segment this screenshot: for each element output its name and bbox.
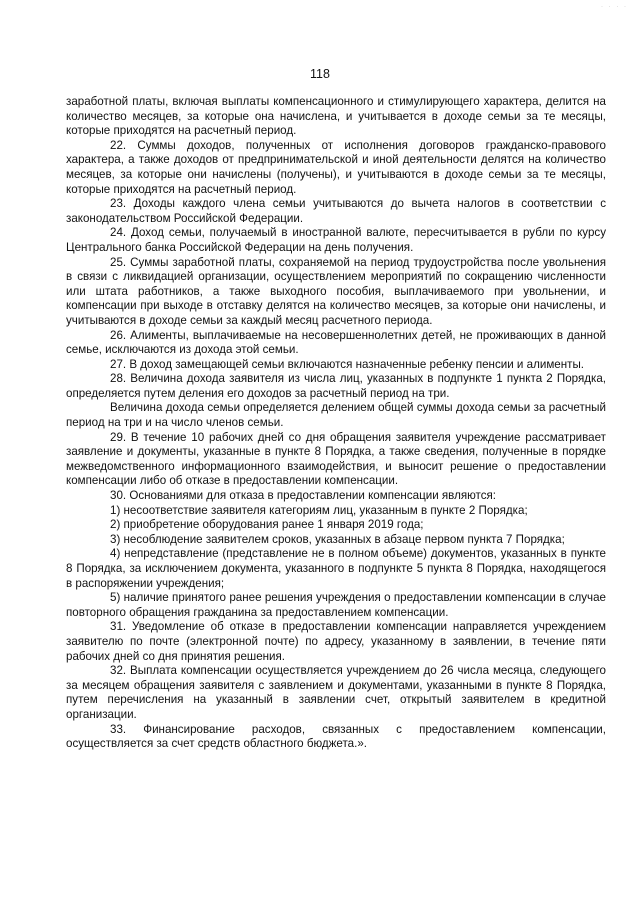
list-item-30-4: 4) непредставление (представление не в полном объеме) документов, указанных в пункте 8 Порядка, за исключением документа, указанного в подпункте 5 пункта 8 Порядка, находящегося в распоряжении учреждения;: [66, 547, 606, 590]
paragraph-22: 22. Суммы доходов, полученных от исполнения договоров гражданско-правового характера, а также доходов от предпринимательской и иной деятельности делятся на количество месяцев, за которые они начислены (получены), и учитываются в доходе семьи за те месяцы, которые приходятся на расчетный период.: [66, 138, 606, 196]
list-item-30-3: 3) несоблюдение заявителем сроков, указанных в абзаце первом пункта 7 Порядка;: [110, 532, 565, 546]
paragraph-27: 27. В доход замещающей семьи включаются назначенные ребенку пенсии и алименты.: [110, 357, 585, 371]
list-item-30-2: 2) приобретение оборудования ранее 1 января 2019 года;: [110, 518, 424, 532]
document-body: [66, 95, 606, 752]
paragraph-33: 33. Финансирование расходов, связанных с предоставлением компенсации, осуществляется за счет средств областного бюджета.».: [66, 722, 606, 751]
paragraph-30: 30. Основаниями для отказа в предоставлении компенсации являются:: [110, 489, 497, 503]
page-number: 118: [310, 67, 330, 81]
paragraph-24: 24. Доход семьи, получаемый в иностранной валюте, пересчитывается в рубли по курсу Центрального банка Российской Федерации на день получения.: [66, 226, 606, 254]
paragraph-26: 26. Алименты, выплачиваемые на несовершеннолетних детей, не проживающих в данной семье, исключаются из дохода этой семьи.: [66, 328, 606, 357]
paragraph-continuation: заработной платы, включая выплаты компенсационного и стимулирующего характера, делится на количество месяцев, за которые она начислена, и учитывается в доходе семьи за те месяцы, которые приходятся на расчетный период.: [66, 95, 606, 138]
paragraph-28-family-income: Величина дохода семьи определяется делением общей суммы дохода семьи за расчетный период на три и на число членов семьи.: [66, 401, 606, 430]
scan-corner-mark: · · · ·: [601, 4, 628, 10]
list-item-30-1: 1) несоответствие заявителя категориям лиц, указанным в пункте 2 Порядка;: [110, 503, 528, 517]
paragraph-28: 28. Величина дохода заявителя из числа лиц, указанных в подпункте 1 пункта 2 Порядка, определяется путем деления его доходов за расчетный период на три.: [66, 372, 606, 400]
list-item-30-5: 5) наличие принятого ранее решения учреждения о предоставлении компенсации в случае повторного обращения гражданина за предоставлением компенсации.: [66, 591, 606, 619]
paragraph-32: 32. Выплата компенсации осуществляется учреждением до 26 числа месяца, следующего за месяцем обращения заявителя с заявлением и документами, указанными в пункте 8 Порядка, путем перечисления на указанный в заявлении счет, открытый заявителем в кредитной организации.: [66, 664, 606, 721]
paragraph-29: 29. В течение 10 рабочих дней со дня обращения заявителя учреждение рассматривает заявление и документы, указанные в пункте 8 Порядка, а также сведения, полученные в порядке межведомственного информационного взаимодействия, и выносит решение о предоставлении компенсации либо об отказе в предоставлении компенсации.: [66, 430, 606, 488]
paragraph-25: 25. Суммы заработной платы, сохраняемой на период трудоустройства после увольнения в связи с ликвидацией организации, осуществлением мероприятий по сокращению численности или штата работников, а также выходного пособия, выплачиваемого при увольнении, и компенсации при выходе в отставку делятся на количество месяцев, за которые они начислены, и учитываются в доходе семьи за каждый месяц расчетного периода.: [66, 255, 606, 327]
paragraph-23: 23. Доходы каждого члена семьи учитываются до вычета налогов в соответствии с законодательством Российской Федерации.: [66, 197, 606, 225]
paragraph-31: 31. Уведомление об отказе в предоставлении компенсации направляется учреждением заявителю по почте (электронной почте) по адресу, указанному в заявлении, в течение пяти рабочих дней со дня принятия решения.: [66, 620, 606, 663]
